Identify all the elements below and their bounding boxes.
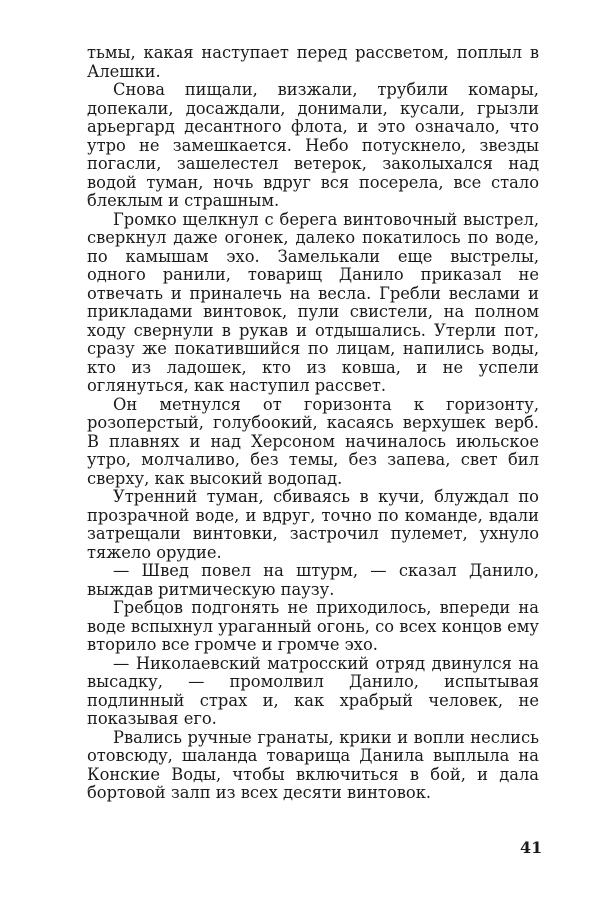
paragraph-1: тьмы, какая наступает перед рассветом, поплыл в Алешки. [87, 43, 539, 81]
paragraph-2: Снова пищали, визжали, трубили комары, допекали, досаждали, донимали, кусали, грызли арьергард десантного флота, и это означало, что утро не замешкается. Небо потускнело, звезды погасли, зашелестел ветерок, заколыхался над водой туман, ночь вдруг вся посерела, все стало блеклым и страшным. [87, 80, 539, 210]
paragraph-5: Утренний туман, сбиваясь в кучи, блуждал по прозрачной воде, и вдруг, точно по команде, вдали затрещали винтовки, застрочил пулемет, ухнуло тяжело орудие. [87, 487, 539, 562]
paragraph-4: Он метнулся от горизонта к горизонту, розоперстый, голубоокий, касаясь верхушек верб. В плавнях и над Херсоном начиналось июльское утро, молчаливо, без темы, без запева, свет бил сверху, как высокий водопад. [87, 394, 539, 488]
paragraph-7: Гребцов подгонять не приходилось, впереди на воде вспыхнул ураганный огонь, со всех концов ему вторило все громче и громче эхо. [87, 598, 539, 654]
paragraph-8: — Николаевский матросский отряд двинулся на высадку, — промолвил Данило, испытывая подлинный страх и, как храбрый человек, не показывая его. [87, 653, 539, 728]
paragraph-9: Рвались ручные гранаты, крики и вопли неслись отовсюду, шаланда товарища Данила выплыла на Конские Воды, чтобы включиться в бой, и дала бортовой залп из всех десяти винтовок. [87, 727, 539, 802]
body-text [87, 44, 539, 803]
paragraph-6: — Швед повел на штурм, — сказал Данило, выждав ритмическую паузу. [87, 561, 539, 599]
page-number: 41 [520, 838, 543, 857]
paragraph-3: Громко щелкнул с берега винтовочный выстрел, сверкнул даже огонек, далеко покатилось по воде, по камышам эхо. Замелькали еще выстрелы, одного ранили, товарищ Данило приказал не отвечать и приналечь на весла. Гребли веслами и прикладами винтовок, пули свистели, на полном ходу свернули в рукав и отдышались. Утерли пот, сразу же покатившийся по лицам, напились воды, кто из ладошек, кто из ковша, и не успели оглянуться, как наступил рассвет. [87, 209, 539, 395]
